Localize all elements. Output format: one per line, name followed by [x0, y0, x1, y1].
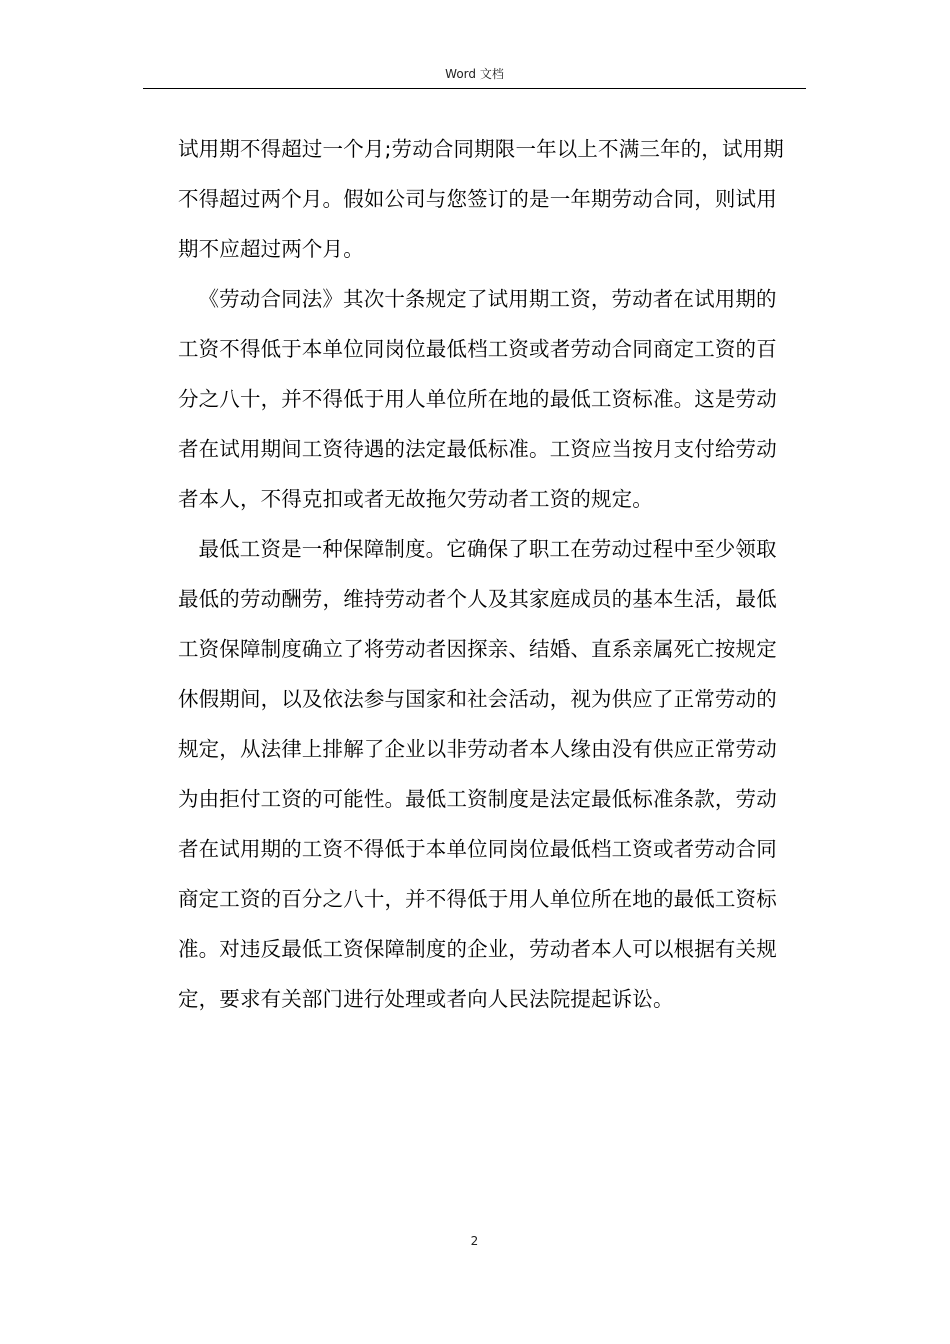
paragraph-probation-limit: 试用期不得超过一个月;劳动合同期限一年以上不满三年的，试用期不得超过两个月。假如公司与您签订的是一年期劳动合同，则试用期不应超过两个月。: [178, 137, 784, 261]
paragraph-probation-wage: 《劳动合同法》其次十条规定了试用期工资，劳动者在试用期的工资不得低于本单位同岗位最低档工资或者劳动合同商定工资的百分之八十，并不得低于用人单位所在地的最低工资标准。这是劳动者在试用期间工资待遇的法定最低标准。工资应当按月支付给劳动者本人，不得克扣或者无故拖欠劳动者工资的规定。: [178, 287, 777, 511]
page-number: 2: [470, 1234, 479, 1248]
header-divider: [143, 88, 806, 89]
paragraph-minimum-wage: 最低工资是一种保障制度。它确保了职工在劳动过程中至少领取最低的劳动酬劳，维持劳动者个人及其家庭成员的基本生活，最低工资保障制度确立了将劳动者因探亲、结婚、直系亲属死亡按规定休假期间，以及依法参与国家和社会活动，视为供应了正常劳动的规定，从法律上排解了企业以非劳动者本人缘由没有供应正常劳动为由拒付工资的可能性。最低工资制度是法定最低标准条款，劳动者在试用期的工资不得低于本单位同岗位最低档工资或者劳动合同商定工资的百分之八十，并不得低于用人单位所在地的最低工资标准。对违反最低工资保障制度的企业，劳动者本人可以根据有关规定，要求有关部门进行处理或者向人民法院提起诉讼。: [178, 537, 777, 1011]
document-body: [178, 124, 786, 1024]
page-header: Word 文档: [445, 67, 504, 81]
